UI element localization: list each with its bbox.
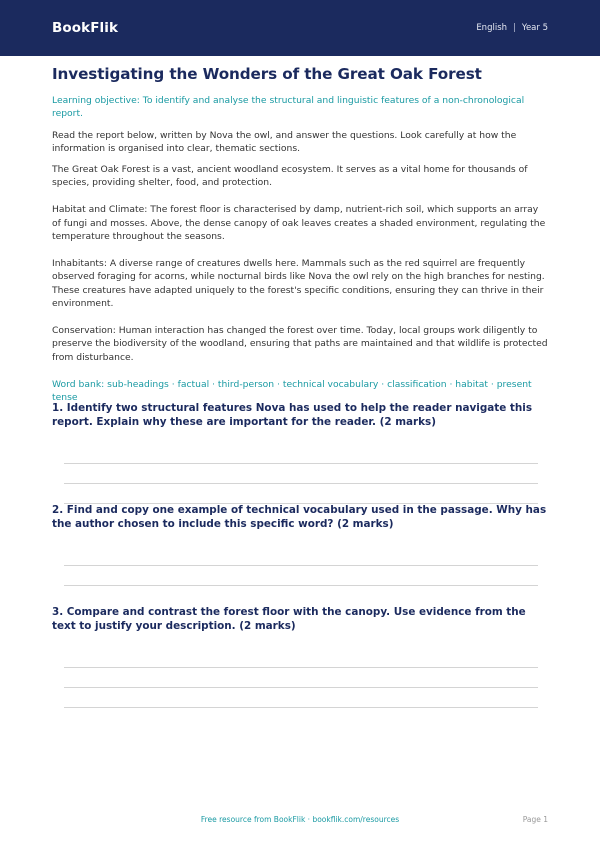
word-bank: Word bank: sub-headings · factual · third-person · technical vocabulary · classification · habitat · present tense: [52, 378, 532, 403]
answer-line[interactable]: [64, 687, 538, 688]
year-label: Year 5: [521, 23, 548, 33]
report-paragraph-conservation: Conservation: Human interaction has changed the forest over time. Today, local groups work diligently to preserve the biodiversity of the woodland, ensuring that paths are maintained and that wildlife is protected from disturbance.: [52, 324, 548, 363]
header-bar: [0, 0, 600, 56]
report-paragraph-intro: The Great Oak Forest is a vast, ancient woodland ecosystem. It serves as a vital home for thousands of species, providing shelter, food, and protection.: [52, 163, 528, 189]
learning-objective: Learning objective: To identify and analyse the structural and linguistic features of a non-chronological report.: [52, 95, 525, 119]
worksheet-content: [52, 64, 548, 404]
answer-line[interactable]: [64, 463, 538, 464]
answer-line[interactable]: [64, 585, 538, 586]
answer-line[interactable]: [64, 667, 538, 668]
answer-line[interactable]: [64, 565, 538, 566]
page-footer: [0, 815, 600, 829]
question-1-text: 1. Identify two structural features Nova has used to help the reader navigate this report. Explain why these are important for the reader. (2 marks): [52, 402, 533, 428]
brand-logo[interactable]: BookFlik: [52, 20, 119, 36]
question-2: [52, 503, 548, 531]
subject-label: English: [476, 23, 508, 33]
intro-text: Read the report below, written by Nova the owl, and answer the questions. Look carefully at how the information is organised into clear, thematic sections.: [52, 130, 517, 155]
page-number: Page 1: [522, 815, 548, 824]
report-paragraph-habitat: Habitat and Climate: The forest floor is characterised by damp, nutrient-rich soil, which supports an array of fungi and mosses. Above, the dense canopy of oak leaves creates a shaded environment, regulating the temperature throughout the seasons.: [52, 204, 546, 242]
header-meta: [476, 23, 548, 33]
question-1: [52, 401, 548, 429]
footer-link[interactable]: Free resource from BookFlik · bookflik.com/resources: [200, 815, 400, 824]
question-3-text: 3. Compare and contrast the forest floor with the canopy. Use evidence from the text to justify your description. (2 marks): [52, 606, 526, 632]
answer-line[interactable]: [64, 483, 538, 484]
question-2-text: 2. Find and copy one example of technical vocabulary used in the passage. Why has the author chosen to include this specific word? (2 marks): [52, 504, 547, 530]
answer-line[interactable]: [64, 707, 538, 708]
page-title: Investigating the Wonders of the Great Oak Forest: [52, 65, 482, 83]
meta-separator: |: [513, 23, 516, 33]
question-3: [52, 605, 548, 633]
report-paragraph-inhabitants: Inhabitants: A diverse range of creatures dwells here. Mammals such as the red squirrel are frequently observed foraging for acorns, while nocturnal birds like Nova the owl rely on the high branches for nesting. These creatures have adapted uniquely to the forest's specific conditions, ensuring they can thrive in their environment.: [52, 257, 545, 310]
